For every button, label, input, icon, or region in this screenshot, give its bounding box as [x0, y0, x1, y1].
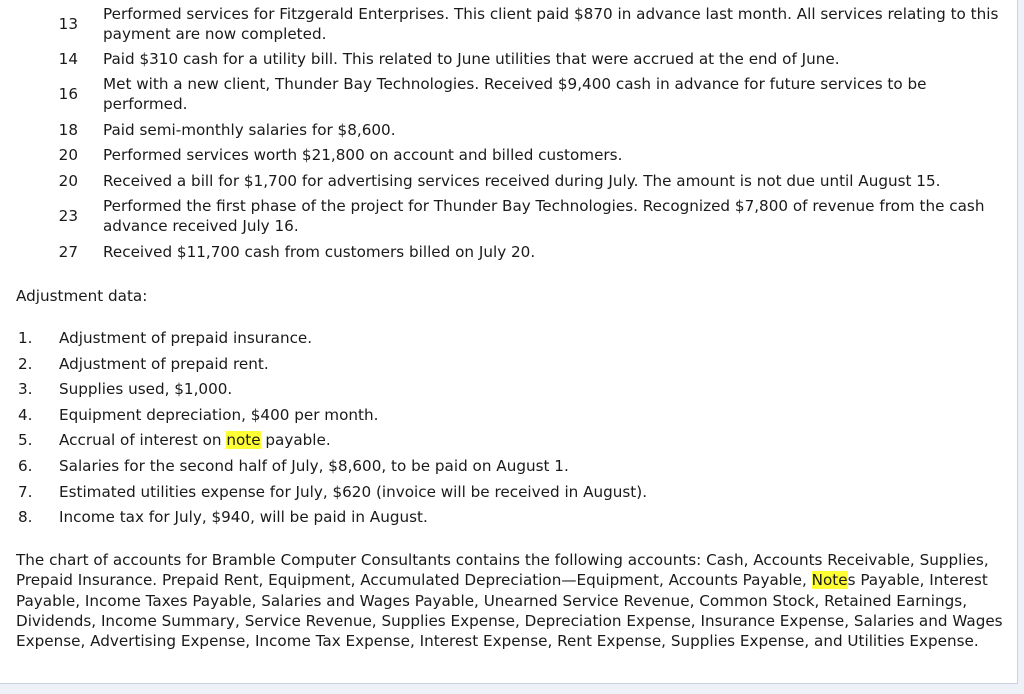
transaction-row [0, 74, 1010, 114]
transaction-row [0, 120, 1010, 140]
adjustment-item [0, 482, 1010, 502]
chart-text-pre: The chart of accounts for Bramble Computer Consultants contains the following accounts: Cash, Accounts Receivable, Supplies, Prepaid Insurance. Prepaid Rent, Equipment, Accumulated Depreciation—Equipment, Accounts Payable, [16, 551, 989, 590]
transaction-day: 13 [58, 15, 78, 33]
adjustment-number: 7. [18, 483, 33, 501]
chart-text-post: s Payable, Interest Payable, Income Taxes Payable, Salaries and Wages Payable, Unearned Service Revenue, Common Stock, Retained Earnings, Dividends, Income Summary, Service Revenue, Supplies Expense, Depreciation Expense, Insurance Expense, Salaries and Wages Expense, Advertising Expense, Income Tax Expense, Interest Expense, Rent Expense, Supplies Expense, and Utilities Expense. [16, 571, 1003, 651]
adjustment-item [0, 328, 1010, 348]
adjustment-item [0, 456, 1010, 476]
transaction-text: Performed services worth $21,800 on account and billed customers. [103, 146, 623, 164]
adjustment-text: Salaries for the second half of July, $8,600, to be paid on August 1. [59, 457, 569, 475]
adjustment-number: 2. [18, 355, 33, 373]
adjustment-item [0, 354, 1010, 374]
adjustment-number: 6. [18, 457, 33, 475]
adjustment-number: 3. [18, 380, 33, 398]
adjustment-text: Supplies used, $1,000. [59, 380, 233, 398]
transaction-text: Performed the first phase of the project for Thunder Bay Technologies. Recognized $7,800 of revenue from the cash advance received July 16. [103, 197, 985, 235]
transaction-day: 20 [58, 172, 78, 190]
adjustment-text: Equipment depreciation, $400 per month. [59, 406, 379, 424]
transaction-row [0, 242, 1010, 262]
adjustment-text: Income tax for July, $940, will be paid in August. [59, 508, 428, 526]
transaction-day: 16 [58, 85, 78, 103]
transaction-text: Paid $310 cash for a utility bill. This related to June utilities that were accrued at the end of June. [103, 50, 840, 68]
adjustment-heading: Adjustment data: [16, 287, 148, 305]
transaction-text: Received $11,700 cash from customers billed on July 20. [103, 243, 536, 261]
adjustment-item [0, 379, 1010, 399]
transaction-row [0, 4, 1010, 44]
transaction-day: 23 [58, 207, 78, 225]
adjustment-text-pre: Accrual of interest on [59, 431, 227, 449]
transaction-day: 14 [58, 50, 78, 68]
adjustment-text [59, 430, 999, 450]
adjustment-number: 8. [18, 508, 33, 526]
adjustment-number: 1. [18, 329, 33, 347]
adjustment-text: Adjustment of prepaid insurance. [59, 329, 313, 347]
adjustment-item [0, 405, 1010, 425]
adjustment-text: Adjustment of prepaid rent. [59, 355, 269, 373]
transaction-text: Paid semi-monthly salaries for $8,600. [103, 121, 396, 139]
transaction-text: Performed services for Fitzgerald Enterprises. This client paid $870 in advance last month. All services relating to this payment are now completed. [103, 5, 999, 43]
transaction-row [0, 196, 1010, 236]
transaction-row [0, 49, 1010, 69]
adjustment-number: 4. [18, 406, 33, 424]
transaction-day: 18 [58, 121, 78, 139]
adjustment-item [0, 507, 1010, 527]
transaction-text: Received a bill for $1,700 for advertising services received during July. The amount is not due until August 15. [103, 172, 941, 190]
transaction-day: 20 [58, 146, 78, 164]
search-highlight: Note [811, 571, 848, 590]
chart-of-accounts-paragraph [16, 550, 1006, 651]
transaction-row [0, 171, 1010, 191]
transaction-row [0, 145, 1010, 165]
search-highlight: note [226, 431, 261, 449]
adjustment-text-post: payable. [260, 431, 331, 449]
adjustment-number: 5. [18, 431, 33, 449]
adjustment-item [0, 430, 1010, 450]
transaction-text: Met with a new client, Thunder Bay Technologies. Received $9,400 cash in advance for future services to be performed. [103, 75, 927, 113]
adjustment-text: Estimated utilities expense for July, $620 (invoice will be received in August). [59, 483, 648, 501]
transaction-day: 27 [58, 243, 78, 261]
